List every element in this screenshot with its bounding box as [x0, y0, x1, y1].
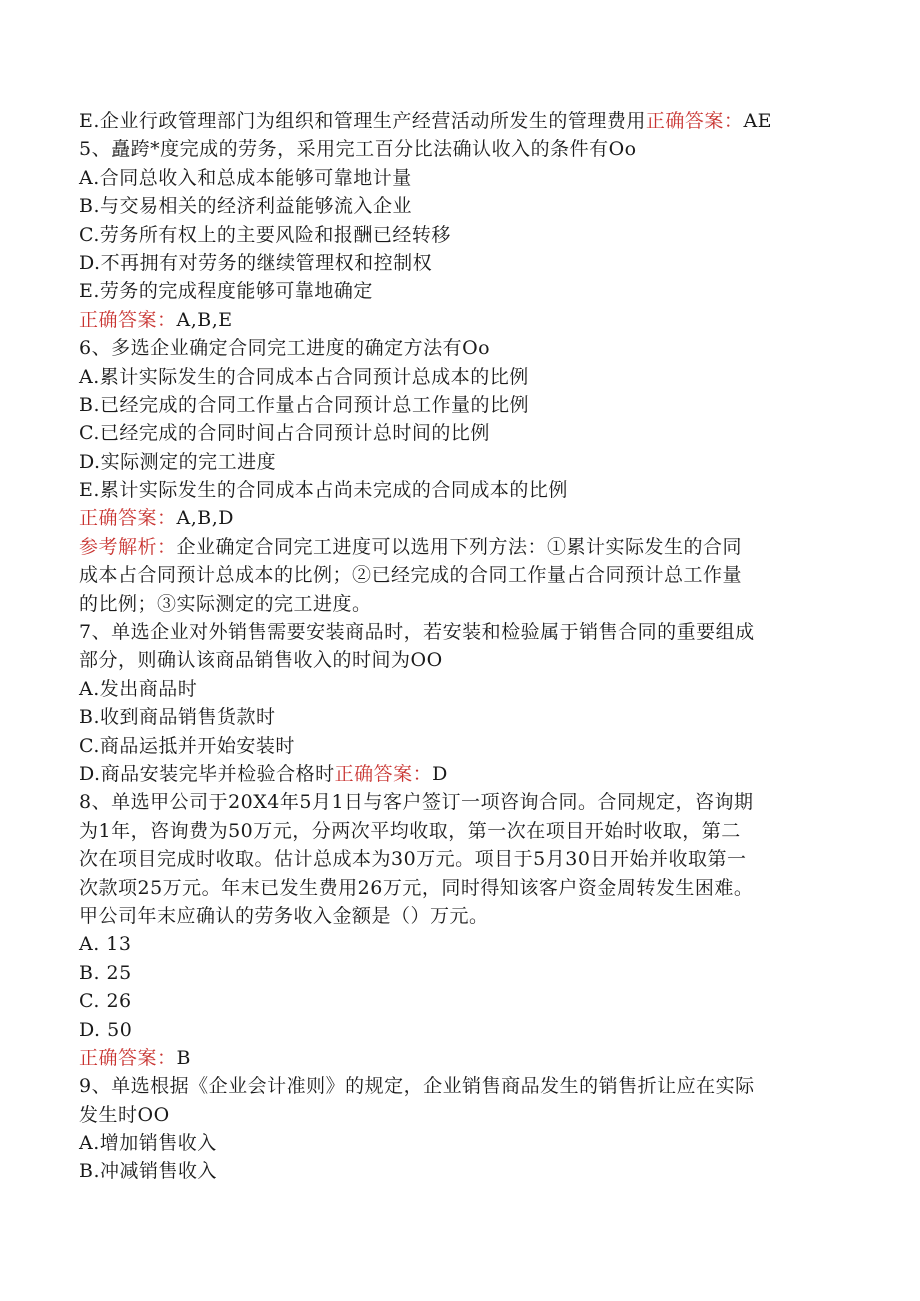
text-line: [79, 1044, 859, 1072]
text-line: [79, 448, 859, 476]
line-text: B.冲减销售收入: [79, 1160, 218, 1183]
answer-value: 企业确定合同完工进度可以选用下列方法：①累计实际发生的合同: [176, 535, 743, 558]
line-text: A.发出商品时: [79, 677, 198, 700]
text-line: [79, 334, 859, 362]
line-text: D.不再拥有对劳务的继续管理权和控制权: [79, 251, 433, 274]
text-line: [79, 1016, 859, 1044]
line-text: 5、矗跨*度完成的劳务，采用完工百分比法确认收入的条件有Oo: [79, 138, 637, 161]
text-line: [79, 590, 859, 618]
line-text: D. 50: [79, 1018, 133, 1041]
text-line: [79, 533, 859, 561]
text-line: [79, 107, 859, 135]
text-line: [79, 760, 859, 788]
text-line: [79, 902, 859, 930]
text-line: [79, 845, 859, 873]
line-text: C.已经完成的合同时间占合同预计总时间的比例: [79, 422, 490, 445]
line-text: D.实际测定的完工进度: [79, 450, 277, 473]
text-line: [79, 221, 859, 249]
line-text: C.劳务所有权上的主要风险和报酬已经转移: [79, 223, 451, 246]
line-text: A. 13: [79, 933, 132, 956]
text-line: [79, 1101, 859, 1129]
line-text: A.累计实际发生的合同成本占合同预计总成本的比例: [79, 365, 529, 388]
line-text: 为1年，咨询费为50万元，分两次平均收取，第一次在项目开始时收取，第二: [79, 819, 741, 842]
document-page: [79, 107, 859, 1186]
answer-value: A,B,D: [176, 507, 235, 530]
line-text: 的比例；③实际测定的完工进度。: [79, 592, 372, 615]
answer-label: 正确答案：: [645, 110, 744, 132]
line-text: 9、单选根据《企业会计准则》的规定，企业销售商品发生的销售折让应在实际: [79, 1075, 755, 1098]
text-line: [79, 1157, 859, 1185]
line-text: 8、单选甲公司于20X4年5月1日与客户签订一项咨询合同。合同规定，咨询期: [79, 791, 754, 814]
text-line: [79, 930, 859, 958]
line-text: A.合同总收入和总成本能够可靠地计量: [79, 166, 412, 189]
line-text: C.商品运抵并开始安装时: [79, 734, 295, 757]
text-line: [79, 675, 859, 703]
line-text: 次款项25万元。年末已发生费用26万元，同时得知该客户资金周转发生困难。: [79, 876, 754, 899]
line-text: 甲公司年末应确认的劳务收入金额是（）万元。: [79, 904, 489, 927]
answer-value: AE: [743, 110, 773, 132]
line-text: B.与交易相关的经济利益能够流入企业: [79, 195, 413, 218]
text-line: [79, 561, 859, 589]
text-line: [79, 646, 859, 674]
line-text: A.增加销售收入: [79, 1132, 217, 1155]
text-line: [79, 164, 859, 192]
text-line: [79, 959, 859, 987]
text-line: [79, 732, 859, 760]
line-text: 发生时OO: [79, 1103, 170, 1126]
answer-label: 正确答案：: [79, 308, 177, 331]
line-text: C. 26: [79, 990, 132, 1013]
line-text: 次在项目完成时收取。估计总成本为30万元。项目于5月30日开始并收取第一: [79, 848, 747, 871]
line-text: B.已经完成的合同工作量占合同预计总工作量的比例: [79, 393, 530, 416]
text-line: [79, 476, 859, 504]
answer-value: B: [176, 1046, 191, 1069]
text-line: [79, 249, 859, 277]
answer-label: 正确答案：: [79, 507, 177, 530]
text-line: [79, 504, 859, 532]
answer-label: 参考解析：: [79, 535, 177, 558]
line-text: E.劳务的完成程度能够可靠地确定: [79, 280, 373, 303]
line-text: 部分，则确认该商品销售收入的时间为OO: [79, 649, 443, 672]
line-text: 成本占合同预计总成本的比例；②已经完成的合同工作量占合同预计总工作量: [79, 564, 743, 587]
text-line: [79, 618, 859, 646]
line-text: 7、单选企业对外销售需要安装商品时，若安装和检验属于销售合同的重要组成: [79, 621, 755, 644]
text-line: [79, 788, 859, 816]
text-line: [79, 192, 859, 220]
text-line: [79, 277, 859, 305]
text-line: [79, 703, 859, 731]
line-text: B. 25: [79, 961, 132, 984]
text-line: [79, 419, 859, 447]
text-line: [79, 135, 859, 163]
text-line: [79, 987, 859, 1015]
text-line: [79, 874, 859, 902]
line-text: B.收到商品销售货款时: [79, 706, 276, 729]
text-line: [79, 306, 859, 334]
text-line: [79, 1129, 859, 1157]
line-text: 6、多选企业确定合同完工进度的确定方法有Oo: [79, 337, 491, 360]
answer-label: 正确答案：: [334, 762, 433, 785]
answer-label: 正确答案：: [79, 1046, 177, 1069]
text-line: [79, 363, 859, 391]
text-line: [79, 391, 859, 419]
line-text: E.企业行政管理部门为组织和管理生产经营活动所发生的管理费用: [79, 110, 646, 132]
answer-value: A,B,E: [176, 308, 233, 331]
text-line: [79, 817, 859, 845]
text-line: [79, 1072, 859, 1100]
line-text: D.商品安装完毕并检验合格时: [79, 762, 335, 785]
answer-value: D: [432, 762, 448, 785]
line-text: E.累计实际发生的合同成本占尚未完成的合同成本的比例: [79, 479, 568, 502]
